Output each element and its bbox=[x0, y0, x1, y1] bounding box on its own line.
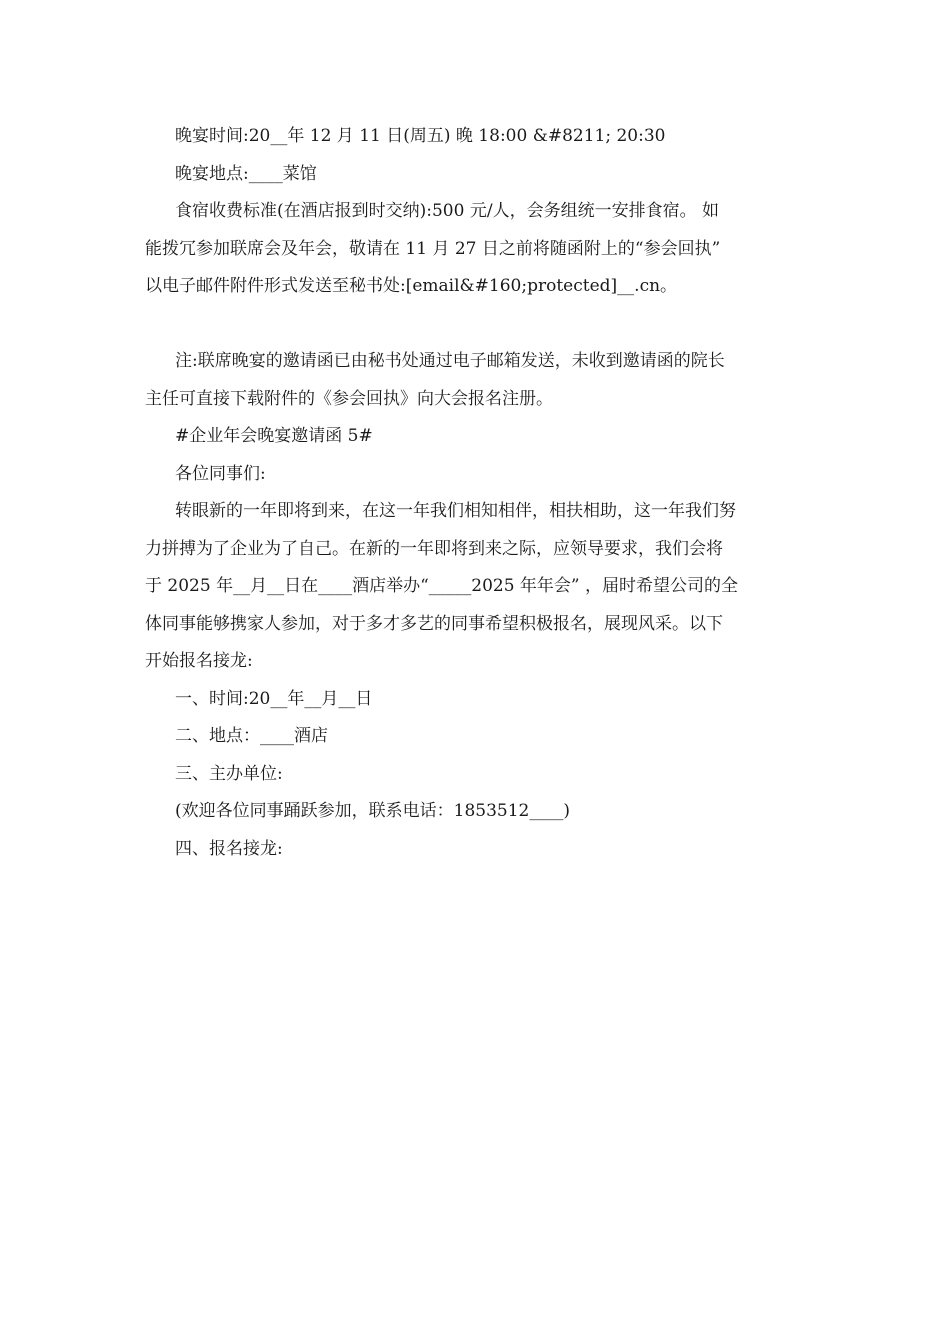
paragraph-spacer bbox=[145, 306, 810, 344]
document-body bbox=[145, 118, 810, 868]
fee-standard-line: 食宿收费标准(在酒店报到时交纳):500 元/人，会务组统一安排食宿。 如 bbox=[175, 201, 719, 221]
body-paragraph-line: 开始报名接龙: bbox=[145, 651, 253, 671]
body-paragraph-line: 转眼新的一年即将到来，在这一年我们相知相伴，相扶相助，这一年我们努 bbox=[175, 501, 736, 521]
body-paragraph-line: 力拼搏为了企业为了自己。在新的一年即将到来之际，应领导要求，我们会将 bbox=[145, 538, 723, 559]
salutation: 各位同事们: bbox=[175, 463, 266, 484]
contact-note: (欢迎各位同事踊跃参加，联系电话：1853512____) bbox=[175, 801, 570, 821]
item-location: 二、地点：____酒店 bbox=[175, 726, 328, 746]
note-line-cont: 主任可直接下载附件的《参会回执》向大会报名注册。 bbox=[145, 388, 553, 409]
body-paragraph-line: 于 2025 年__月__日在____酒店举办“_____2025 年年会” ，届时希望公司的全 bbox=[145, 576, 739, 596]
fee-standard-line-end: 以电子邮件附件形式发送至秘书处:[email&#160;protected]__.cn。 bbox=[145, 276, 678, 296]
item-organizer: 三、主办单位: bbox=[175, 763, 283, 784]
note-line: 注:联席晚宴的邀请函已由秘书处通过电子邮箱发送，未收到邀请函的院长 bbox=[175, 351, 725, 371]
fee-standard-line-cont: 能拨冗参加联席会及年会，敬请在 11 月 27 日之前将随函附上的“参会回执” bbox=[145, 238, 721, 259]
item-signup: 四、报名接龙: bbox=[175, 838, 283, 859]
dinner-venue-line: 晚宴地点:____菜馆 bbox=[175, 163, 317, 184]
dinner-time-line: 晚宴时间:20__年 12 月 11 日(周五) 晚 18:00 &#8211; 20:30 bbox=[175, 126, 666, 146]
body-paragraph-line: 体同事能够携家人参加，对于多才多艺的同事希望积极报名，展现风采。以下 bbox=[145, 613, 723, 634]
section-heading: #企业年会晚宴邀请函 5# bbox=[175, 426, 373, 446]
item-time: 一、时间:20__年__月__日 bbox=[175, 688, 373, 709]
